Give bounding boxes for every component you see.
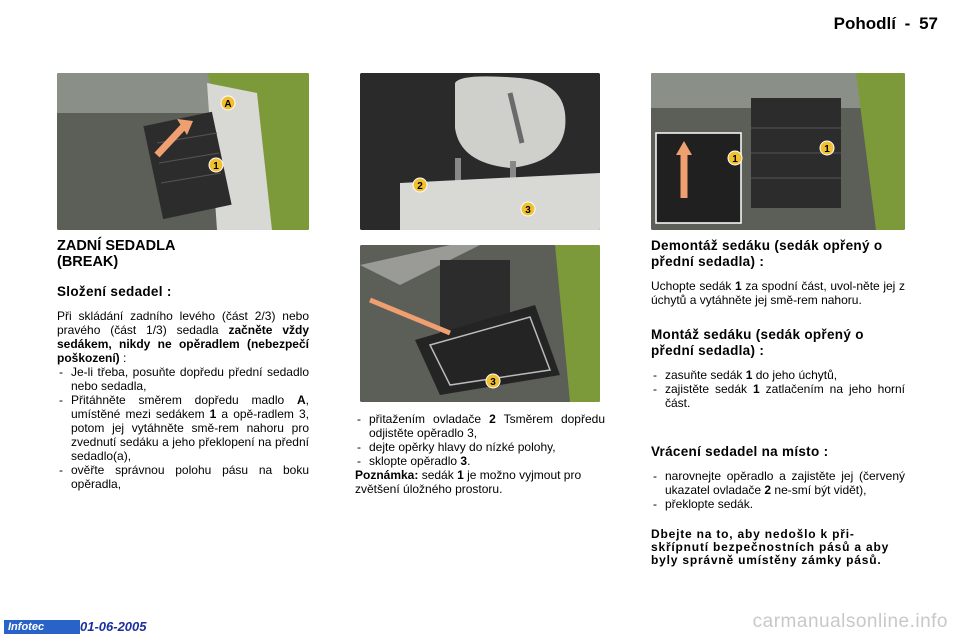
removal-text (651, 279, 905, 307)
photo-seat-removal-illustration (651, 73, 905, 230)
step-text: narovnejte opěradlo a zajistěte jej (červený ukazatel ovladače (665, 469, 905, 497)
photo-seat-removal (651, 73, 905, 230)
step-bold: 2 (764, 483, 772, 497)
list-item (651, 368, 905, 382)
subsection-title-folding: Složení sedadel : (57, 284, 172, 299)
removal-text-pre: Uchopte sedák (651, 279, 736, 293)
note-label: Poznámka: (355, 468, 419, 482)
subsection-title-restore: Vrácení sedadel na místo : (651, 444, 829, 459)
removal-text-bold: 1 (735, 279, 742, 293)
photo-headrest-illustration (360, 73, 600, 230)
section-title (57, 238, 309, 270)
step-bold: 2 (489, 412, 496, 426)
list-item (651, 497, 905, 511)
header-separator: - (904, 14, 911, 33)
watermark: carmanualsonline.info (752, 611, 948, 632)
folding-steps (57, 365, 309, 491)
step-bold: 1 (753, 382, 760, 396)
folding-intro-warning: začněte vždy sedákem, nikdy ne opěradlem (nebezpečí poškození) (57, 323, 309, 365)
footer-date: 01-06-2005 (80, 619, 147, 634)
photo-seat-folding-illustration (57, 73, 309, 230)
note (355, 468, 605, 496)
step-bold: 1 (209, 407, 217, 421)
removal-text-post: za spodní část, uvol-něte jej z úchytů a vytáhněte jej smě-rem nahoru. (651, 279, 905, 307)
folding-intro (57, 309, 309, 365)
photo2-label-2: 2 (417, 181, 423, 192)
note-bold: 1 (457, 468, 464, 482)
step-text: zajistěte sedák (665, 382, 753, 396)
subsection-title-mounting: Montáž sedáku (sedák opřený o přední sedadla) : (651, 327, 864, 358)
list-item (57, 365, 309, 393)
step-text: do jeho úchytů, (752, 368, 838, 382)
note-text: sedák (418, 468, 458, 482)
list-item (355, 412, 605, 440)
step-text: Je-li třeba, posuňte dopředu přední sedadlo nebo sedadla, (71, 365, 309, 393)
subsection-title-removal: Demontáž sedáku (sedák opřený o přední sedadla) : (651, 238, 883, 269)
step-text: Tsměrem dopředu odjistěte opěradlo 3, (369, 412, 605, 440)
step-text: sklopte opěradlo (369, 454, 461, 468)
photo4-label-1b: 1 (824, 144, 830, 155)
step-text: přitažením ovladače (369, 412, 490, 426)
step-bold: A (296, 393, 306, 407)
step-text: zasuňte sedák (665, 368, 746, 382)
section-name: Pohodlí (833, 14, 896, 33)
photo-seat-folding (57, 73, 309, 230)
photo1-label-a: A (224, 99, 232, 110)
page-header (830, 14, 938, 34)
restore-steps (651, 469, 905, 511)
photo4-label-1a: 1 (732, 154, 738, 165)
note-text: je možno vyjmout pro zvětšení úložného prostoru. (355, 468, 582, 496)
step-text: , umístěné mezi sedákem (71, 393, 309, 421)
middle-column (355, 412, 605, 496)
infotec-logo: Infotec (4, 620, 80, 634)
right-column (651, 238, 905, 567)
photo2-label-3: 3 (525, 205, 531, 216)
section-title-line2: (BREAK) (57, 254, 119, 270)
backrest-steps (355, 412, 605, 468)
photo1-label-1: 1 (213, 161, 219, 172)
step-bold: 3 (460, 454, 468, 468)
folding-intro-end: : (119, 351, 127, 365)
list-item (57, 463, 309, 491)
step-text: dejte opěrky hlavy do nízké polohy, (369, 440, 556, 454)
page-number: 57 (919, 14, 938, 33)
photo-headrest (360, 73, 600, 230)
step-text: zatlačením na jeho horní část. (665, 382, 905, 410)
step-text: ne-smí být vidět), (771, 483, 867, 497)
step-bold: 1 (745, 368, 753, 382)
section-title-line1: ZADNÍ SEDADLA (57, 238, 176, 254)
safety-warning: Dbejte na to, aby nedošlo k při-skřípnutí bezpečnostních pásů a aby byly správně umístěny zámky pásů. (651, 527, 890, 567)
step-text: ověřte správnou polohu pásu na boku opěradla, (71, 463, 309, 491)
photo-folded-seat-illustration (360, 245, 600, 402)
photo3-label-3: 3 (490, 377, 496, 388)
list-item (355, 454, 605, 468)
step-text: . (467, 454, 471, 468)
mounting-steps (651, 368, 905, 410)
left-column (57, 238, 309, 491)
list-item (355, 440, 605, 454)
list-item (651, 469, 905, 497)
step-text: a opě-radlem 3, potom jej vytáhněte smě-rem nahoru pro zvednutí sedáku a jeho překlopení na přední sedadlo(a), (71, 407, 309, 463)
folding-intro-text: Při skládání zadního levého (část 2/3) nebo pravého (část 1/3) sedadla (57, 309, 309, 337)
photo-folded-seat (360, 245, 600, 402)
step-text: Přitáhněte směrem dopředu madlo (71, 393, 297, 407)
list-item (651, 382, 905, 410)
step-text: překlopte sedák. (665, 497, 754, 511)
list-item (57, 393, 309, 463)
